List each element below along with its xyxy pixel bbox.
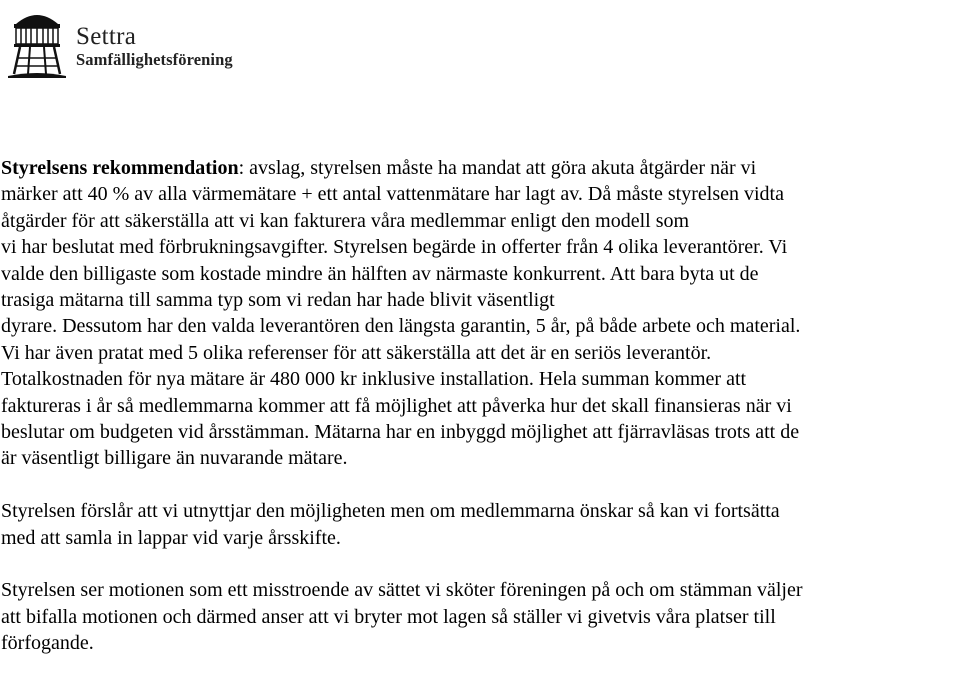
text-line: är väsentligt billigare än nuvarande mätare.: [1, 447, 348, 470]
paragraph-motion-response: [1, 577, 959, 656]
document-body: [1, 155, 959, 657]
text-line-rest: : avslag, styrelsen måste ha mandat att göra akuta åtgärder när vi: [238, 157, 757, 179]
text-line: med att samla in lappar vid varje årsskifte.: [1, 526, 341, 549]
text-line: åtgärder för att säkerställa att vi kan fakturera våra medlemmar enligt den modell som: [1, 209, 690, 232]
org-subtitle: Samfällighetsförening: [76, 50, 233, 69]
text-line: dyrare. Dessutom har den valda leverantören den längsta garantin, 5 år, på både arbete och material.: [1, 315, 801, 338]
text-line: Styrelsen förslår att vi utnyttjar den möjligheten men om medlemmarna önskar så kan vi fortsätta: [1, 500, 780, 523]
text-line: vi har beslutat med förbrukningsavgifter. Styrelsen begärde in offerter från 4 olika leverantörer. Vi: [1, 236, 788, 259]
text-line: märker att 40 % av alla värmemätare + ett antal vattenmätare har lagt av. Då måste styrelsen vidta: [1, 183, 784, 206]
bold-lead: Styrelsens rekommendation: [1, 157, 239, 179]
text-line: faktureras i år så medlemmarna kommer att få möjlighet att påverka hur det skall finansieras när vi: [1, 394, 792, 417]
letterhead-text: [76, 2, 233, 70]
paragraph-recommendation: [1, 155, 959, 472]
text-line: beslutar om budgeten vid årsstämman. Mätarna har en inbyggd möjlighet att fjärravläsas trots att de: [1, 421, 800, 444]
text-line: Vi har även pratat med 5 olika referenser för att säkerställa att det är en seriös leverantör.: [1, 341, 712, 364]
text-line: förfogande.: [1, 632, 94, 655]
paragraph-proposal: [1, 498, 959, 551]
text-line: Totalkostnaden för nya mätare är 480 000 kr inklusive installation. Hela summan kommer att: [1, 368, 747, 391]
text-line: [1, 155, 959, 181]
text-line: Styrelsen ser motionen som ett misstroende av sättet vi sköter föreningen på och om stämman väljer: [1, 579, 803, 602]
text-line: trasiga mätarna till samma typ som vi redan har hade blivit väsentligt: [1, 289, 555, 312]
letterhead: [6, 2, 233, 80]
org-name: Settra: [76, 23, 137, 50]
water-tower-logo-icon: [6, 2, 68, 78]
text-line: valde den billigaste som kostade mindre än hälften av närmaste konkurrent. Att bara byta ut de: [1, 262, 759, 285]
text-line: att bifalla motionen och därmed anser att vi bryter mot lagen så ställer vi givetvis våra platser till: [1, 605, 776, 628]
